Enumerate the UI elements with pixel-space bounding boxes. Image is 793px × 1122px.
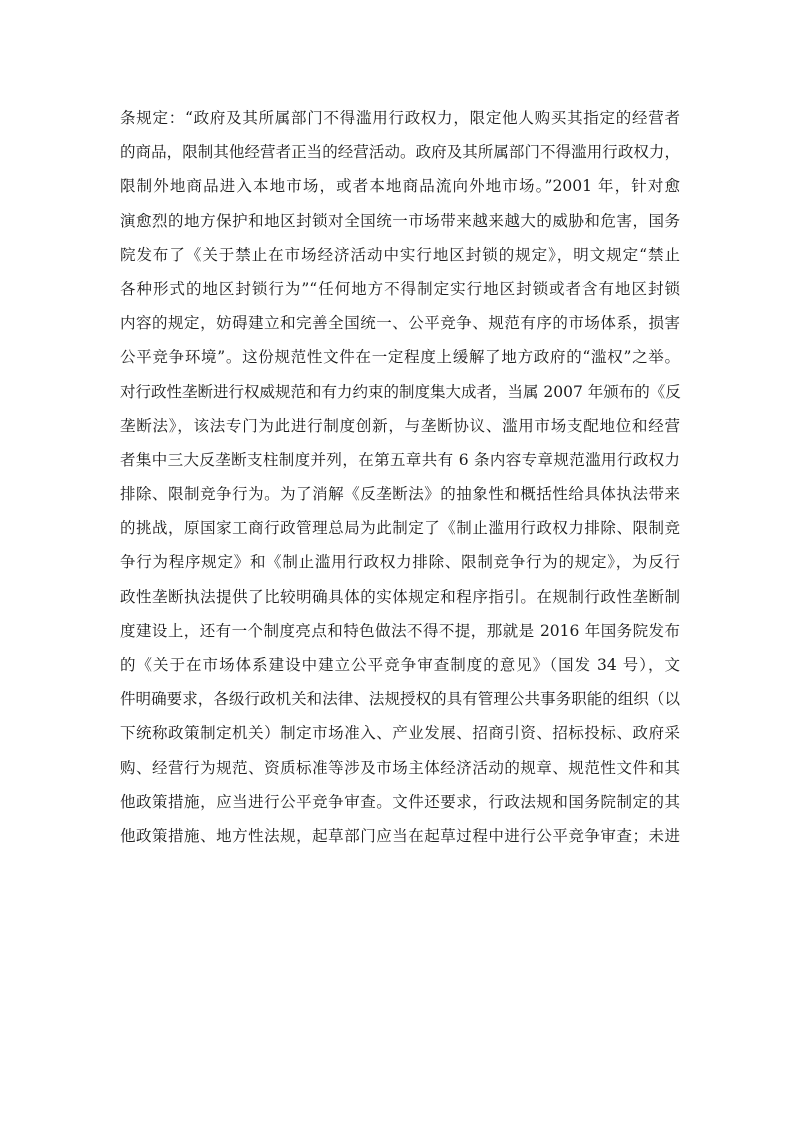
text-line: 件明确要求，各级行政机关和法律、法规授权的具有管理公共事务职能的组织（以 — [120, 690, 680, 709]
text-line: 的挑战，原国家工商行政管理总局为此制定了《制止滥用行政权力排除、限制竞 — [120, 519, 680, 538]
text-line: 者集中三大反垄断支柱制度并列，在第五章共有 6 条内容专章规范滥用行政权力 — [120, 450, 680, 469]
text-line: 争行为程序规定》和《制止滥用行政权力排除、限制竞争行为的规定》，为反行 — [120, 553, 680, 572]
text-line: 他政策措施，应当进行公平竞争审查。文件还要求，行政法规和国务院制定的其 — [120, 792, 680, 811]
text-line: 限制外地商品进入本地市场，或者本地商品流向外地市场。”2001 年，针对愈 — [120, 177, 680, 196]
text-line: 度建设上，还有一个制度亮点和特色做法不得不提，那就是 2016 年国务院发布 — [120, 621, 680, 640]
text-line: 排除、限制竞争行为。为了消解《反垄断法》的抽象性和概括性给具体执法带来 — [120, 485, 680, 504]
text-line: 政性垄断执法提供了比较明确具体的实体规定和程序指引。在规制行政性垄断制 — [120, 587, 680, 606]
text-line: 条规定：“政府及其所属部门不得滥用行政权力，限定他人购买其指定的经营者 — [120, 109, 680, 127]
text-line: 的《关于在市场体系建设中建立公平竞争审查制度的意见》（国发 34 号），文 — [120, 656, 680, 674]
text-line: 下统称政策制定机关）制定市场准入、产业发展、招商引资、招标投标、政府采 — [120, 724, 680, 743]
text-line: 公平竞争环境”。这份规范性文件在一定程度上缓解了地方政府的“滥权”之举。 — [120, 348, 680, 367]
text-line: 垄断法》，该法专门为此进行制度创新，与垄断协议、滥用市场支配地位和经营 — [120, 416, 680, 435]
text-line: 各种形式的地区封锁行为”“任何地方不得制定实行地区封锁或者含有地区封锁 — [120, 279, 680, 298]
text-line: 对行政性垄断进行权威规范和有力约束的制度集大成者，当属 2007 年颁布的《反 — [120, 382, 681, 401]
text-line: 院发布了《关于禁止在市场经济活动中实行地区封锁的规定》，明文规定“禁止 — [120, 245, 680, 264]
text-line: 内容的规定，妨碍建立和完善全国统一、公平竞争、规范有序的市场体系，损害 — [120, 314, 680, 333]
text-line: 他政策措施、地方性法规，起草部门应当在起草过程中进行公平竞争审查；未进 — [120, 826, 680, 845]
text-line: 购、经营行为规范、资质标准等涉及市场主体经济活动的规章、规范性文件和其 — [120, 758, 680, 777]
text-line: 演愈烈的地方保护和地区封锁对全国统一市场带来越来越大的威胁和危害，国务 — [120, 211, 680, 230]
text-line: 的商品，限制其他经营者正当的经营活动。政府及其所属部门不得滥用行政权力， — [120, 143, 680, 162]
body-text — [120, 101, 680, 853]
